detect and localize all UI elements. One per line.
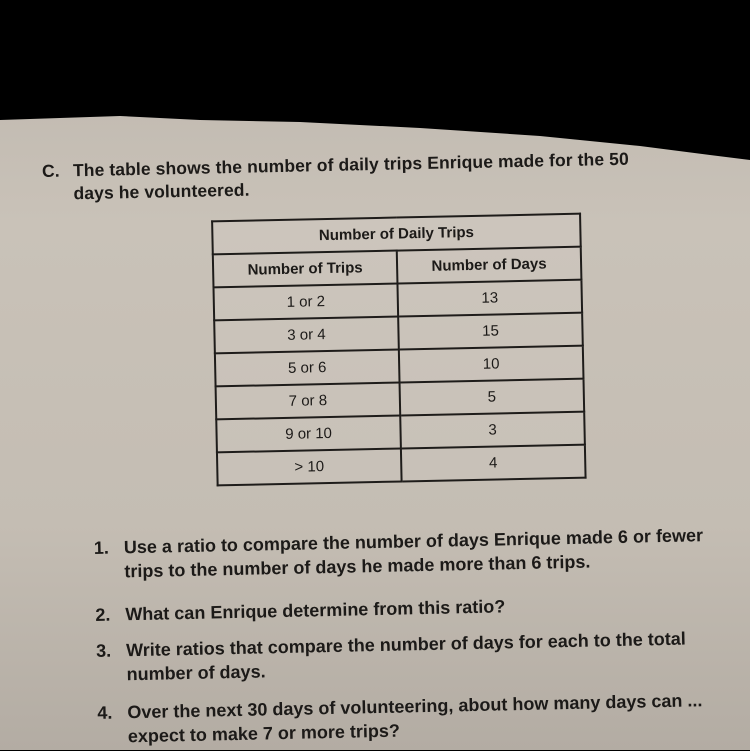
- question-3: [95, 625, 746, 685]
- table-row: [217, 445, 586, 486]
- question-number: 1.: [93, 537, 110, 558]
- problem-text: The table shows the number of daily trips Enrique made for the 50 days he volunteered.: [72, 148, 630, 204]
- days-cell: 3: [400, 412, 585, 449]
- days-cell: 4: [401, 445, 586, 482]
- trips-cell: 7 or 8: [216, 383, 401, 420]
- header-number-of-trips: Number of Trips: [213, 251, 398, 288]
- question-text: Use a ratio to compare the number of days Enrique made 6 or fewer trips to the number of days he made more than 6 trips.: [123, 525, 704, 582]
- question-number: 3.: [95, 640, 112, 661]
- problem-heading: [41, 147, 642, 204]
- question-4: [97, 687, 747, 747]
- days-cell: 15: [398, 313, 583, 350]
- question-number: 4.: [97, 702, 113, 723]
- header-number-of-days: Number of Days: [397, 247, 582, 284]
- trips-cell: 5 or 6: [215, 350, 400, 387]
- question-number: 2.: [95, 604, 111, 625]
- problem-letter: C.: [41, 160, 60, 181]
- days-cell: 5: [400, 379, 585, 416]
- question-2: [95, 589, 745, 625]
- days-cell: 13: [397, 280, 582, 317]
- question-text: What can Enrique determine from this ratio?: [125, 596, 506, 625]
- days-cell: 10: [399, 346, 584, 383]
- table-title: Number of Daily Trips: [212, 214, 581, 255]
- trips-cell: 9 or 10: [216, 416, 401, 453]
- trips-cell: 1 or 2: [213, 284, 398, 321]
- question-text: Over the next 30 days of volunteering, about how many days can ... expect to make 7 or more trips?: [127, 690, 703, 747]
- trips-cell: 3 or 4: [214, 317, 399, 354]
- daily-trips-table: [211, 213, 586, 487]
- question-1: [93, 522, 744, 582]
- question-text: Write ratios that compare the number of days for each to the total number of days.: [125, 628, 686, 685]
- trips-cell: > 10: [217, 449, 402, 486]
